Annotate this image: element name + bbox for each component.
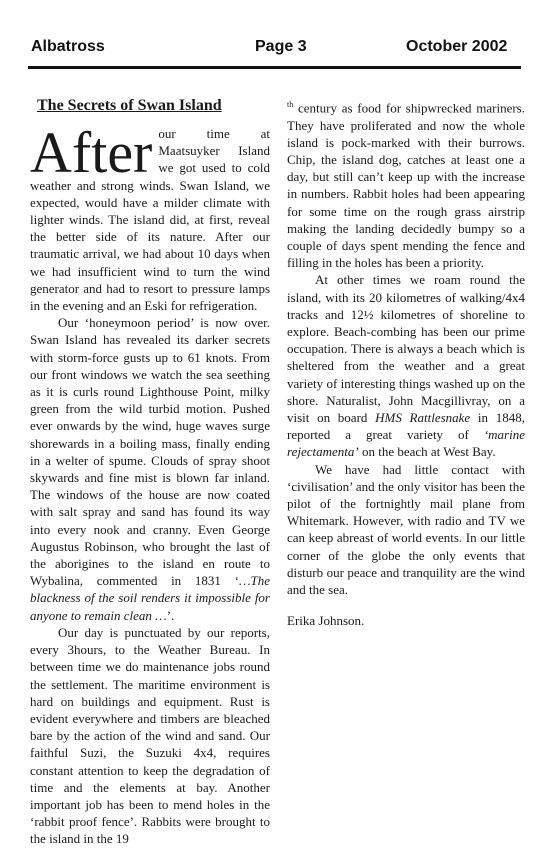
robinson-quote: …The blackness of the soil renders it impossible for anyone to remain clean … xyxy=(30,573,270,623)
paragraph-4-text-b: in 1848, reported a great variety of xyxy=(287,409,525,443)
article-paragraph-4 xyxy=(287,271,525,460)
paragraph-3-cont-text: century as food for shipwrecked mariners. They have proliferated and now the whole island is pock-marked with their burrows. Chip, the island dog, catches at least one a day, but still can’t keep up with the increase in numbers. Rabbit holes had been appearing for some time on the rough grass airstrip making the landing decidedly bumpy so a couple of days spent mending the fence and filling in the holes has been a priority. xyxy=(287,100,525,271)
ordinal-suffix: th xyxy=(287,100,294,109)
article-paragraph-3 xyxy=(30,624,270,848)
paragraph-4-text-a: At other times we roam round the island, with its 20 kilometres of walking/4x4 tracks and 12½ kilometres of shoreline to explore. Beach-combing has been our prime occupation. There is always a beach which is sheltered from the weather and a great variety of interesting things washed up on the shore. Naturalist, John Macgillivray, on a visit on board xyxy=(287,272,525,425)
paragraph-1-text: our time at Maatsuyker Island we got used to cold weather and strong winds. Swan Island, we expected, would have a milder climate with lighter winds. The island did, at first, reveal the better side of its nature. After our traumatic arrival, we had about 10 days when we had insufficient wind to turn the wind generator and had to resort to pressure lamps in the evening and an Eski for refrigeration. xyxy=(30,126,270,314)
newsletter-name: Albatross xyxy=(31,38,105,55)
header-rule xyxy=(28,66,521,69)
marine-term: ‘marine rejectamenta’ xyxy=(287,427,525,460)
author-signature: Erika Johnson. xyxy=(287,613,365,629)
paragraph-4-text-c: on the beach at West Bay. xyxy=(358,444,496,460)
page-number: Page 3 xyxy=(255,38,307,55)
paragraph-2-end: ’. xyxy=(166,607,175,623)
article-column-left xyxy=(30,96,270,848)
paragraph-5-text: We have had little contact with ‘civilisation’ and the only visitor has been the pilot of the fortnightly mail plane from Whitemark. However, with radio and TV we can keep abreast of world events. In our little corner of the globe the only events that disturb our peace and tranquility are the wind and the sea. xyxy=(287,461,525,598)
article-paragraph-1 xyxy=(30,120,270,314)
article-title: The Secrets of Swan Island xyxy=(37,97,222,114)
paragraph-3-text: Our day is punctuated by our reports, every 3hours, to the Weather Bureau. In between time we do maintenance jobs round the settlement. The maritime environment is hard on buildings and equipment. Rust is evident everywhere and timbers are bleached bare by the action of the wind and sand. Our faithful Suzi, the Suzuki 4x4, requires constant attention to keep the degradation of time and the elements at bay. Another important job has been to mend holes in the ‘rabbit proof fence’. Rabbits were brought to the island in the 19 xyxy=(30,624,270,847)
article-column-right xyxy=(287,96,525,629)
ship-name: HMS Rattlesnake xyxy=(375,409,471,425)
issue-date: October 2002 xyxy=(406,38,508,55)
paragraph-2-text: Our ‘honeymoon period’ is now over. Swan Island has revealed its darker secrets with storm-force gusts up to 61 knots. From our front windows we watch the sea seething as it is curls round Lighthouse Point, milky green from the wild turbid motion. Pushed ever onwards by the wind, huge waves surge shorewards in a boiling mass, finally ending in a welter of spume. Clouds of spray shoot skywards and fine mist is blown far inland. The windows of the house are now coated with salt spray and sand has found its way into every nook and cranny. Even George Augustus Robinson, who brought the last of the aborigines to the island en route to Wybalina, commented in 1831 ‘ xyxy=(30,315,270,589)
drop-cap: After xyxy=(30,120,153,185)
article-paragraph-3-cont xyxy=(287,96,525,271)
article-paragraph-2 xyxy=(30,314,270,624)
page-header xyxy=(0,0,552,64)
article-paragraph-5 xyxy=(287,461,525,599)
